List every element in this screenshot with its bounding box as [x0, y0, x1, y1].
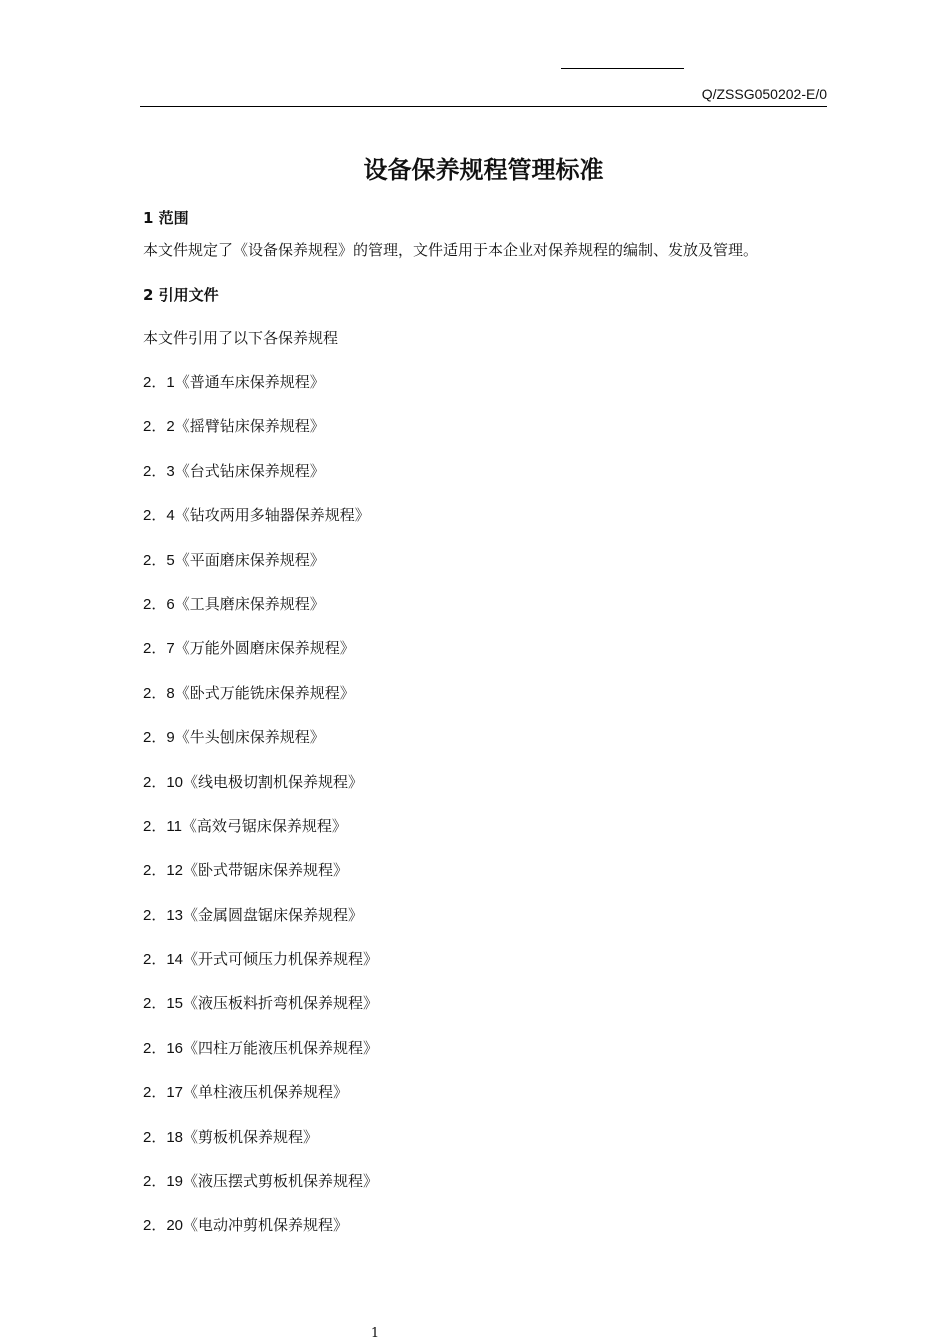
list-item-number: 2．2 [143, 418, 175, 436]
list-item-text: 《台式钻床保养规程》 [174, 461, 325, 480]
list-item [143, 903, 378, 947]
list-item-number: 2．14 [143, 951, 184, 969]
list-item-text: 《钻攻两用多轴器保养规程》 [174, 506, 370, 525]
list-item-number: 2．18 [143, 1128, 184, 1146]
list-item-text: 《卧式万能铣床保养规程》 [174, 683, 355, 702]
list-item-number: 2．7 [143, 640, 175, 658]
list-item [143, 814, 378, 858]
list-item-text: 《液压摆式剪板机保养规程》 [183, 1172, 379, 1191]
list-item-number: 2．8 [143, 684, 175, 702]
section-heading-scope: 1 范围 [143, 209, 189, 227]
references-intro: 本文件引用了以下各保养规程 [143, 329, 339, 347]
list-item [143, 858, 378, 902]
list-item [143, 681, 378, 725]
list-item-number: 2．20 [143, 1217, 184, 1235]
list-item [143, 1036, 378, 1080]
list-item-number: 2．12 [143, 862, 184, 880]
list-item-number: 2．16 [143, 1039, 184, 1057]
header-rule [140, 106, 827, 107]
list-item [143, 947, 378, 991]
list-item-number: 2．5 [143, 551, 175, 569]
section-heading-references: 2 引用文件 [143, 286, 219, 304]
list-item [143, 770, 378, 814]
list-item [143, 636, 378, 680]
list-item [143, 503, 378, 547]
list-item-text: 《线电极切割机保养规程》 [183, 772, 364, 791]
list-item-text: 《液压板料折弯机保养规程》 [183, 994, 379, 1013]
list-item-number: 2．1 [143, 374, 175, 391]
list-item-text: 《电动冲剪机保养规程》 [183, 1216, 349, 1235]
list-item-text: 《剪板机保养规程》 [183, 1127, 319, 1146]
list-item-number: 2．6 [143, 595, 175, 613]
list-item [143, 1169, 378, 1213]
list-item-text: 《摇臂钻床保养规程》 [174, 417, 325, 436]
page-number: 1 [370, 1326, 380, 1341]
list-item-text: 《卧式带锯床保养规程》 [183, 861, 349, 880]
list-item [143, 1213, 378, 1257]
list-item [143, 991, 378, 1035]
list-item-text: 《牛头刨床保养规程》 [174, 728, 325, 747]
reference-list [143, 370, 378, 1258]
list-item-text: 《平面磨床保养规程》 [174, 550, 325, 569]
list-item-number: 2．9 [143, 729, 175, 747]
list-item [143, 548, 378, 592]
scope-paragraph: 本文件规定了《设备保养规程》的管理，文件适用于本企业对保养规程的编制、发放及管理。 [143, 241, 759, 259]
list-item [143, 1080, 378, 1124]
list-item-text: 《金属圆盘锯床保养规程》 [183, 905, 364, 924]
list-item-text: 《单柱液压机保养规程》 [183, 1083, 349, 1102]
list-item [143, 370, 378, 414]
list-item [143, 592, 378, 636]
list-item-text: 《工具磨床保养规程》 [174, 594, 325, 613]
list-item-text: 《万能外圆磨床保养规程》 [174, 639, 355, 658]
list-item [143, 1125, 378, 1169]
list-item [143, 459, 378, 503]
list-item-number: 2．19 [143, 1173, 184, 1191]
list-item-number: 2．10 [143, 773, 184, 791]
list-item-number: 2．4 [143, 507, 175, 525]
list-item-text: 《高效弓锯床保养规程》 [181, 816, 347, 835]
document-code: Q/ZSSG050202-E/0 [701, 86, 827, 102]
list-item-number: 2．3 [143, 462, 175, 480]
list-item-number: 2．11 [143, 817, 182, 835]
list-item-number: 2．15 [143, 995, 184, 1013]
list-item-number: 2．13 [143, 906, 184, 924]
list-item-number: 2．17 [143, 1084, 184, 1102]
list-item [143, 414, 378, 458]
page-title: 设备保养规程管理标准 [363, 156, 604, 184]
list-item-text: 《四柱万能液压机保养规程》 [183, 1038, 379, 1057]
list-item-text: 《开式可倾压力机保养规程》 [183, 950, 379, 969]
header-short-rule [561, 68, 684, 69]
list-item-text: 《普通车床保养规程》 [174, 373, 325, 391]
list-item [143, 725, 378, 769]
